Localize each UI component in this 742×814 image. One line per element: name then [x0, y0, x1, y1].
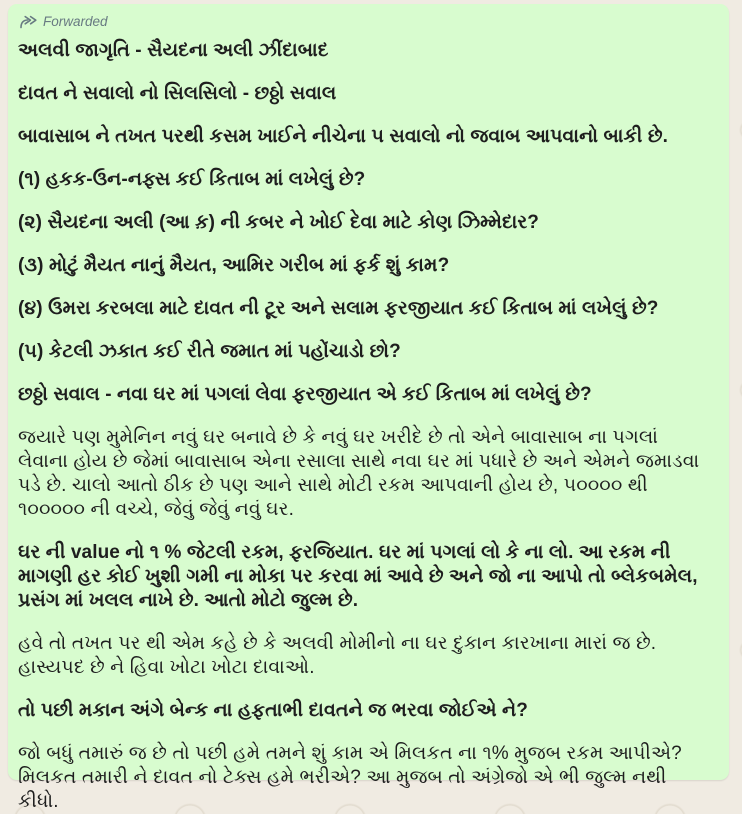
message-paragraph: અલવી જાગૃતિ - સૈયદના અલી ઝીંદાબાદ: [18, 40, 329, 61]
message-paragraph: (૪) ઉમરા કરબલા માટે દાવત ની ટૂર અને સલામ ફરજીયાત કઈ કિતાબ માં લખેલું છે?: [18, 298, 659, 319]
forwarded-indicator: [19, 14, 711, 29]
message-paragraph: તો પછી મકાન અંગે બેન્ક ના હફતાભી દાવતને જ ભરવા જોઈએ ને?: [18, 700, 528, 721]
message-paragraph: (૨) સૈયદના અલી (આ ક઼) ની કબર ને ખોઈ દેવા માટે કોણ ઝિમ્મેદાર?: [18, 212, 539, 233]
message-bubble[interactable]: [8, 4, 729, 812]
message-paragraph: છઠ્ઠો સવાલ - નવા ઘર માં પગલાં લેવા ફરજીયાત એ કઈ કિતાબ માં લખેલું છે?: [18, 384, 592, 405]
message-paragraph: જયારે પણ મુમેનિન નવું ઘર બનાવે છે કે નવું ઘર ખરીદે છે તો એને બાવાસાબ ના પગલાં લેવાના હોય છે જેમાં બાવાસાબ એના રસાલા સાથે નવા ઘર માં પધારે છે અને એમને જમાડવા પડે છે. ચાલો આતો ઠીક છે પણ આને સાથે મોટી રકમ આપવાની હોય છે, ૫૦૦૦૦ થી ૧૦૦૦૦૦ ની વચ્ચે, જેવું જેવું નવું ઘર.: [18, 427, 700, 520]
message-paragraph: બાવાસાબ ને તખત પરથી કસમ ખાઈને નીચેના ૫ સવાલો નો જવાબ આપવાનો બાકી છે.: [18, 126, 669, 147]
forwarded-icon: [19, 15, 38, 29]
message-paragraph: (૫) કેટલી ઝકાત કઈ રીતે જમાત માં પહોંચાડો છો?: [18, 341, 401, 362]
message-paragraph: (૧) હકક-ઉન-નફ્સ કઈ કિતાબ માં લખેલું છે?: [18, 169, 366, 190]
message-paragraph: હવે તો તખત પર થી એમ કહે છે કે અલવી મોમીનો ના ઘર દુકાન કારખાના મારાં જ છે. હાસ્યપદ છે ને હિવા ખોટા ખોટા દાવાઓ.: [18, 633, 657, 678]
message-paragraph: દાવત ને સવાલો નો સિલસિલો - છઠ્ઠો સવાલ: [18, 83, 337, 104]
forwarded-label: Forwarded: [43, 14, 108, 29]
message-paragraph: (૩) મોટું મૈયત નાનું મૈયત, આમિર ગરીબ માં ફર્ક શું કામ?: [18, 255, 450, 276]
message-body: [18, 39, 711, 814]
message-paragraph: જો બધું તમારું જ છે તો પછી હમે તમને શું કામ એ મિલકત ના ૧% મુજબ રકમ આપીએ? મિલકત તમારી ને દાવત નો ટેક્સ હમે ભરીએ? આ મુજબ તો અંગ્રેજો એ ભી જુલ્મ નથી કીધો.: [18, 743, 682, 812]
message-paragraph: ઘર ની value નો ૧ % જેટલી રકમ, ફરજિયાત. ઘર માં પગલાં લો કે ના લો. આ રકમ ની માગણી હર કોઈ ખુશી ગમી ના મોકા પર કરવા માં આવે છે અને જો ના આપો તો બ્લેકબમેલ, પ્રસંગ માં ખલલ નાખે છે. આતો મોટો જુલ્મ છે.: [18, 542, 698, 611]
